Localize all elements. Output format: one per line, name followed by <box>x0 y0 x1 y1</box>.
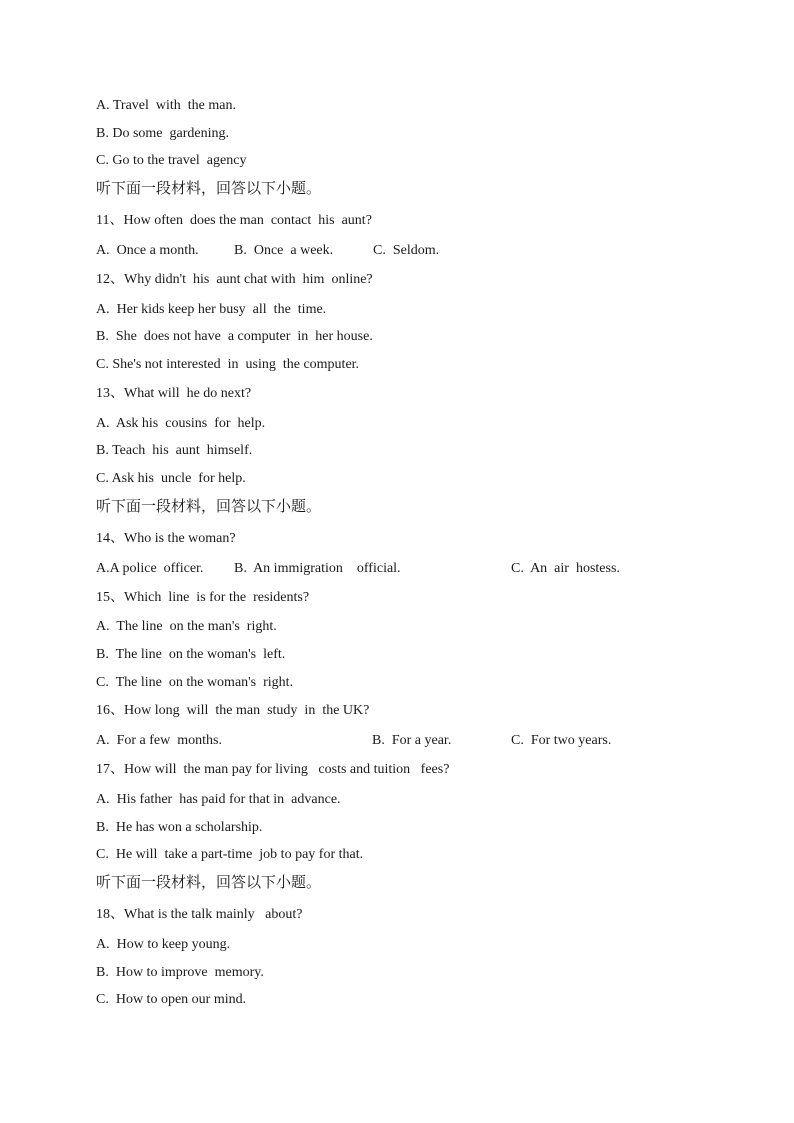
q14-option-a: A.A police officer. <box>96 561 204 576</box>
q15-option-a: A. The line on the man's right. <box>96 619 277 634</box>
question-16: 16、How long will the man study in the UK? <box>96 703 370 718</box>
question-13: 13、What will he do next? <box>96 386 252 401</box>
q16-option-c: C. For two years. <box>511 733 612 748</box>
q13-option-b: B. Teach his aunt himself. <box>96 443 253 458</box>
question-17: 17、How will the man pay for living costs and tuition fees? <box>96 762 450 777</box>
section-instruction: 听下面一段材料，回答以下小题。 <box>96 497 322 515</box>
q17-option-b: B. He has won a scholarship. <box>96 820 263 835</box>
q17-option-c: C. He will take a part-time job to pay for that. <box>96 847 364 862</box>
q18-option-a: A. How to keep young. <box>96 937 231 952</box>
q15-option-b: B. The line on the woman's left. <box>96 647 286 662</box>
question-12: 12、Why didn't his aunt chat with him online? <box>96 272 373 287</box>
q12-option-c: C. She's not interested in using the computer. <box>96 357 360 372</box>
q16-option-b: B. For a year. <box>372 733 452 748</box>
question-18: 18、What is the talk mainly about? <box>96 907 303 922</box>
q13-option-c: C. Ask his uncle for help. <box>96 471 246 486</box>
q14-option-b: B. An immigration official. <box>234 561 401 576</box>
section-instruction: 听下面一段材料，回答以下小题。 <box>96 179 322 197</box>
question-15: 15、Which line is for the residents? <box>96 590 310 605</box>
q10-option-b: B. Do some gardening. <box>96 126 229 141</box>
q10-option-a: A. Travel with the man. <box>96 98 236 113</box>
section-instruction: 听下面一段材料，回答以下小题。 <box>96 873 322 891</box>
q14-option-c: C. An air hostess. <box>511 561 620 576</box>
q11-option-b: B. Once a week. <box>234 243 334 258</box>
q18-option-b: B. How to improve memory. <box>96 965 264 980</box>
question-11: 11、How often does the man contact his aunt? <box>96 213 372 228</box>
q12-option-a: A. Her kids keep her busy all the time. <box>96 302 327 317</box>
q15-option-c: C. The line on the woman's right. <box>96 675 294 690</box>
q18-option-c: C. How to open our mind. <box>96 992 247 1007</box>
q11-option-c: C. Seldom. <box>373 243 440 258</box>
q16-option-a: A. For a few months. <box>96 733 222 748</box>
q17-option-a: A. His father has paid for that in advance. <box>96 792 341 807</box>
q13-option-a: A. Ask his cousins for help. <box>96 416 266 431</box>
q12-option-b: B. She does not have a computer in her house. <box>96 329 373 344</box>
q10-option-c: C. Go to the travel agency <box>96 153 247 168</box>
question-14: 14、Who is the woman? <box>96 531 236 546</box>
q11-option-a: A. Once a month. <box>96 243 199 258</box>
